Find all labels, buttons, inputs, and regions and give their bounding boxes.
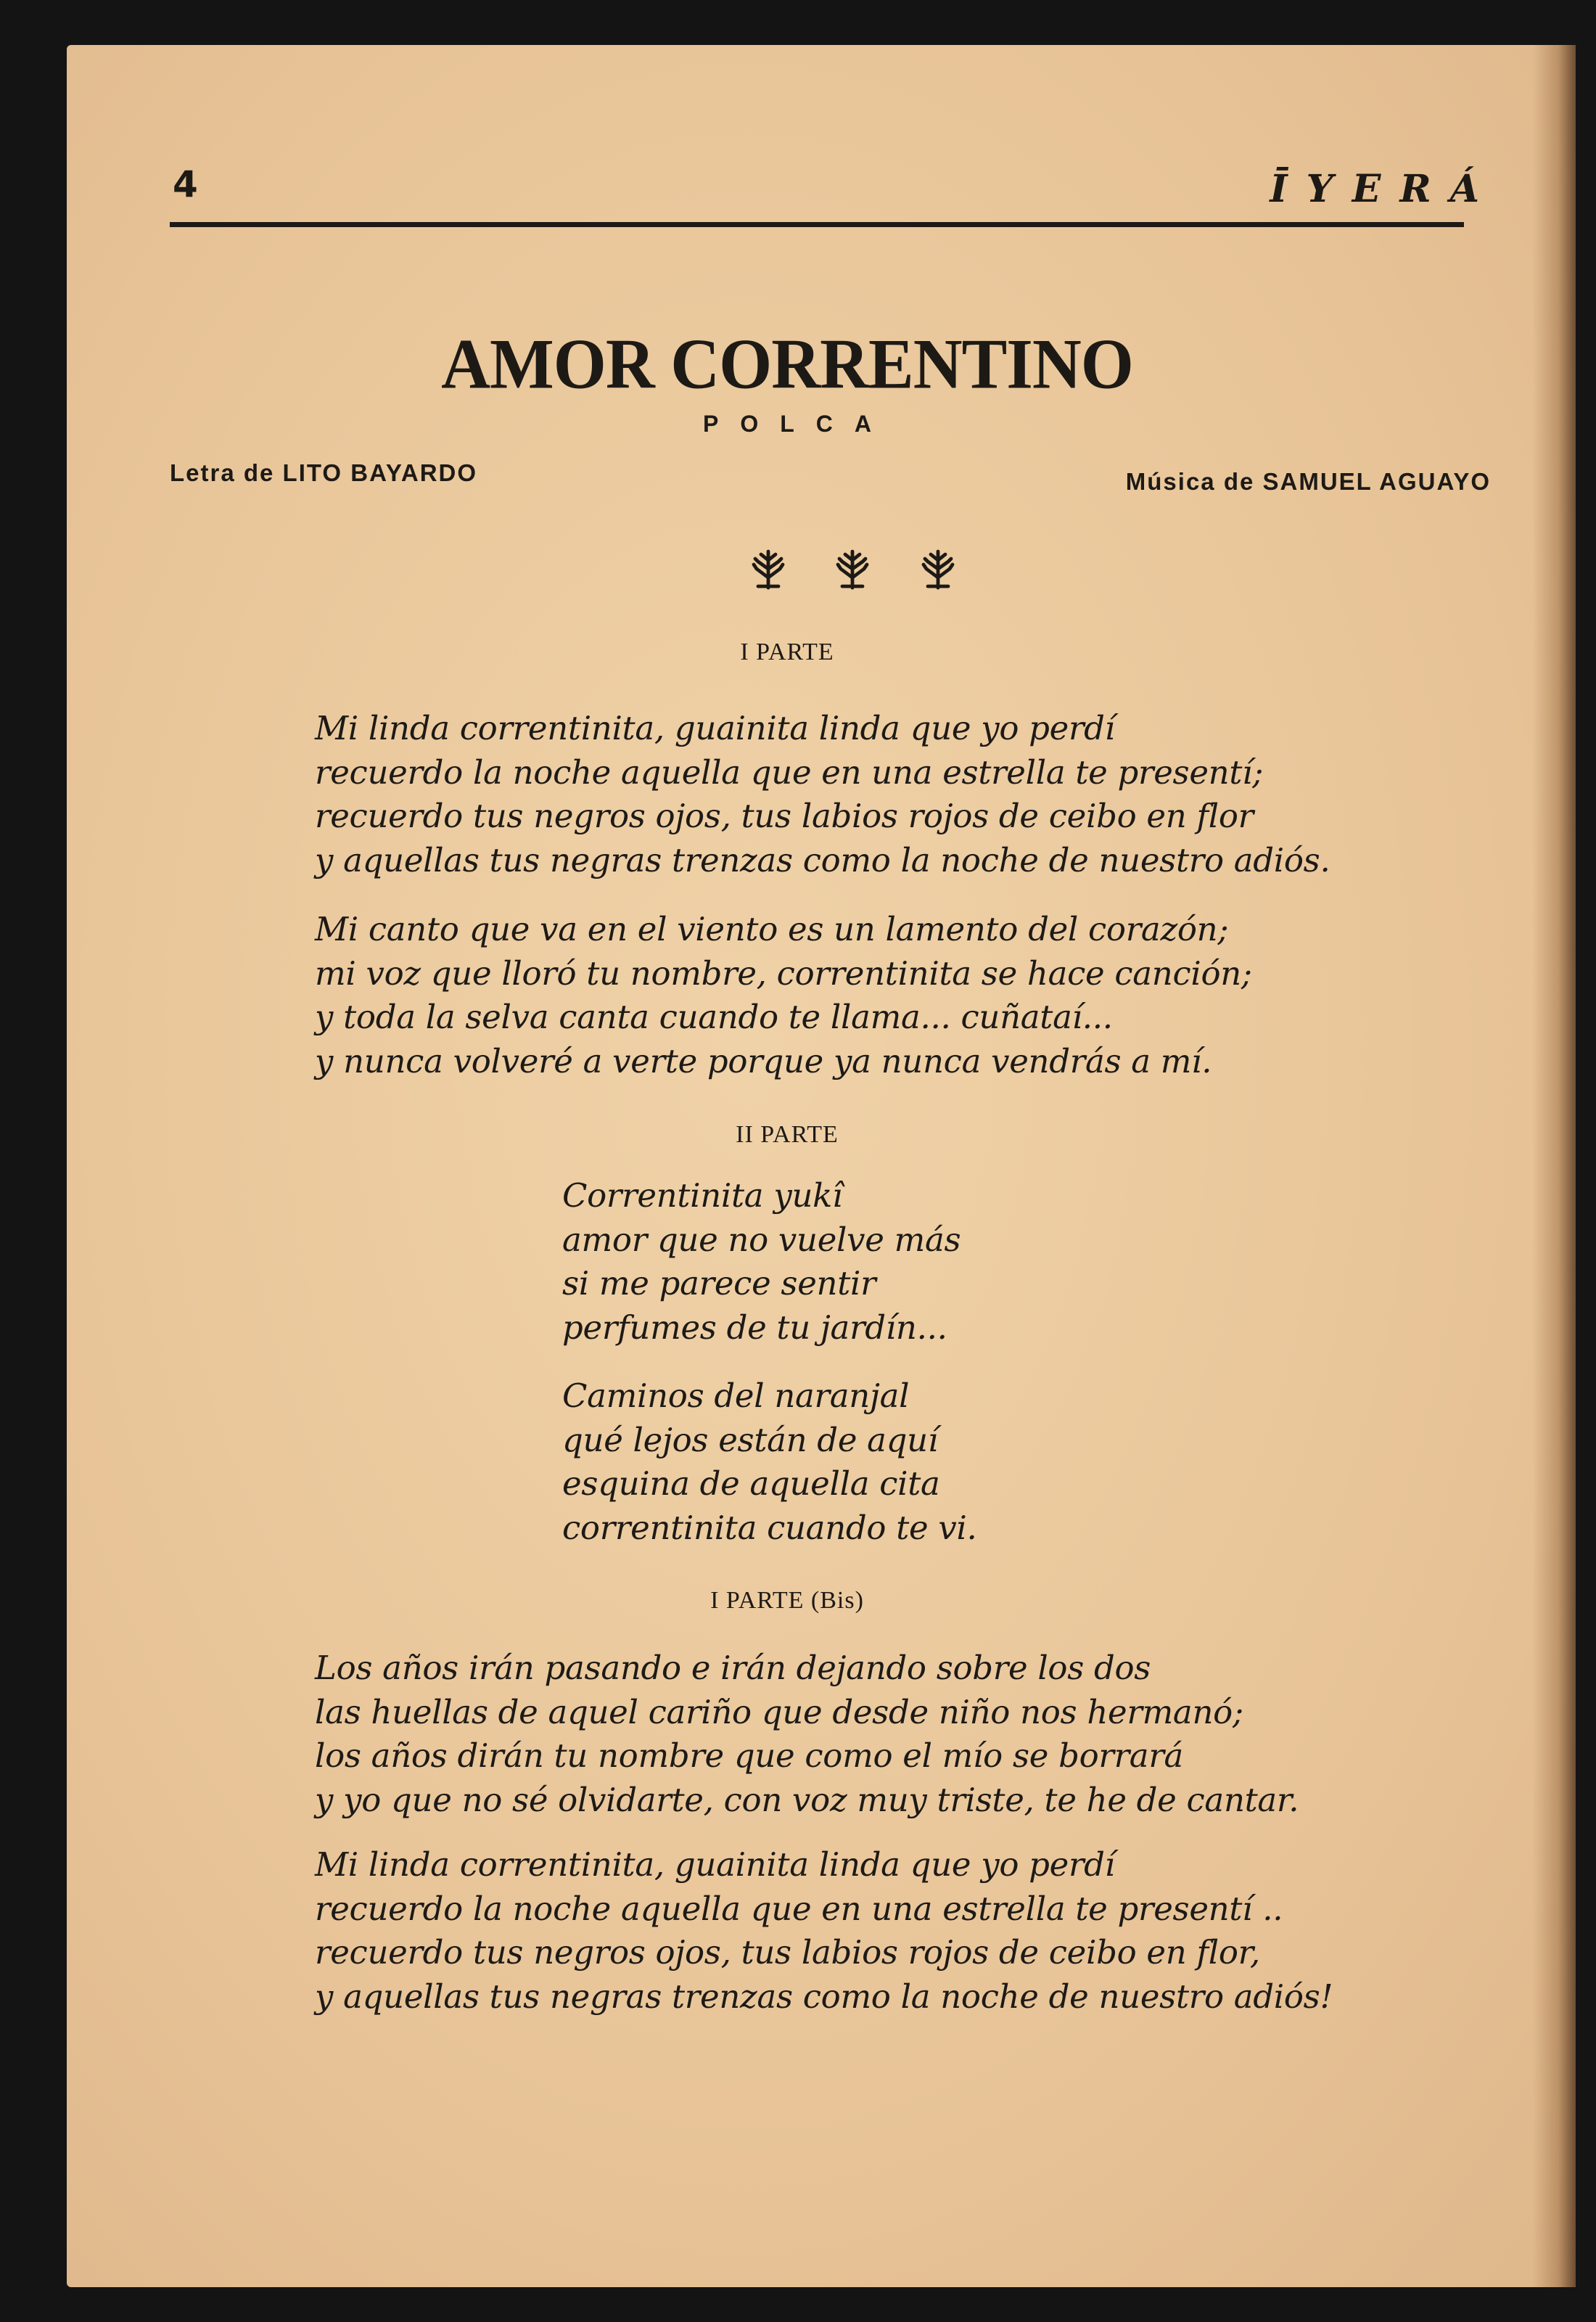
lyric-line: las huellas de aquel cariño que desde niño nos hermanó;	[315, 1692, 1243, 1731]
song-genre: POLCA	[703, 411, 893, 437]
lyric-line: recuerdo la noche aquella que en una estrella te presentí;	[315, 752, 1264, 792]
lyric-line: Mi canto que va en el viento es un lamento del corazón;	[315, 910, 1229, 948]
section-heading: I PARTE (Bis)	[710, 1587, 864, 1614]
lyric-line: Correntinita yukî	[562, 1176, 843, 1215]
stanza	[562, 1374, 977, 1550]
lyric-line: recuerdo tus negros ojos, tus labios rojos de ceibo en flor	[315, 797, 1254, 835]
lyric-line: esquina de aquella cita	[562, 1464, 940, 1503]
lyric-line: y aquellas tus negras trenzas como la noche de nuestro adiós!	[315, 1977, 1333, 2016]
stanza	[315, 908, 1252, 1083]
lyric-line: mi voz que lloró tu nombre, correntinita se hace canción;	[315, 953, 1252, 993]
lyric-line: Mi linda correntinita, guainita linda que yo perdí	[315, 1845, 1115, 1884]
lyric-line: perfumes de tu jardín...	[562, 1308, 947, 1347]
stanza	[562, 1174, 961, 1350]
stanza	[315, 707, 1330, 882]
lyric-line: y yo que no sé olvidarte, con voz muy triste, te he de cantar.	[315, 1780, 1299, 1819]
lyric-line: y toda la selva canta cuando te llama... cuñataí...	[315, 998, 1113, 1036]
lyric-line: recuerdo tus negros ojos, tus labios rojos de ceibo en flor,	[315, 1933, 1260, 1972]
header-rule	[170, 222, 1464, 227]
lyric-line: si me parece sentir	[562, 1264, 876, 1302]
page-number: 4	[173, 163, 198, 205]
stanza	[315, 1843, 1333, 2019]
section-heading: II PARTE	[736, 1121, 839, 1148]
magazine-name: ĪYERÁ	[1270, 167, 1498, 211]
lyric-line: qué lejos están de aquí	[562, 1420, 938, 1459]
stanza	[315, 1646, 1299, 1822]
song-title: AMOR CORRENTINO	[441, 324, 1133, 404]
lyric-line: correntinita cuando te vi.	[562, 1508, 977, 1547]
lyrics-credit: Letra de LITO BAYARDO	[170, 459, 478, 486]
lyric-line: los años dirán tu nombre que como el mío se borrará	[315, 1736, 1184, 1775]
lyric-line: Mi linda correntinita, guainita linda que yo perdí	[315, 709, 1115, 747]
tree-icon	[916, 546, 960, 591]
music-credit: Música de SAMUEL AGUAYO	[1125, 468, 1491, 495]
tree-icon	[746, 546, 790, 591]
section-heading: I PARTE	[740, 639, 834, 665]
lyric-line: recuerdo la noche aquella que en una estrella te presentí ..	[315, 1889, 1283, 1928]
lyric-line: Los años irán pasando e irán dejando sobre los dos	[315, 1649, 1151, 1687]
lyric-line: amor que no vuelve más	[562, 1220, 961, 1259]
lyric-line: y aquellas tus negras trenzas como la noche de nuestro adiós.	[315, 840, 1330, 879]
lyric-line: y nunca volveré a verte porque ya nunca vendrás a mí.	[315, 1041, 1212, 1080]
tree-icon	[831, 546, 874, 591]
lyric-line: Caminos del naranjal	[562, 1377, 910, 1415]
